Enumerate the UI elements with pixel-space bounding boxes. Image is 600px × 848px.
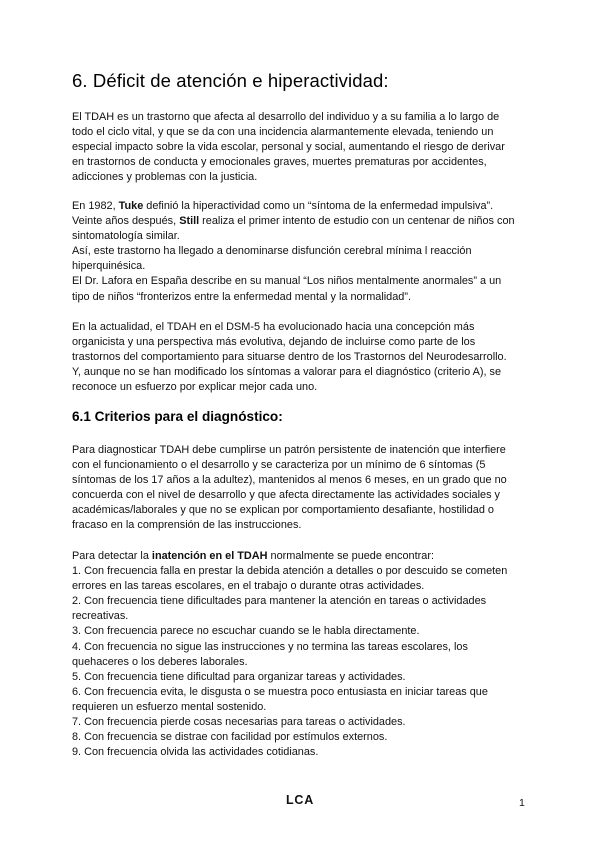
text-line: con el funcionamiento o el desarrollo y se caracteriza por un mínimo de 6 síntomas (5: [72, 459, 486, 472]
text-line: [72, 199, 530, 214]
page-number: 1: [519, 797, 525, 809]
text-line: reconoce un esfuerzo por explicar mejor cada uno.: [72, 381, 318, 394]
history-paragraph: [72, 199, 530, 305]
text-line: trastornos del comportamiento para situarse dentro de los Trastornos del Neurodesarrollo.: [72, 351, 507, 364]
text-line: El TDAH es un trastorno que afecta al desarrollo del individuo y a su familia a lo largo de: [72, 111, 500, 123]
text-span: realiza el primer intento de estudio con un centenar de niños con: [199, 215, 515, 228]
text-line: [72, 549, 530, 564]
list-item: 8. Con frecuencia se distrae con facilidad por estímulos externos.: [72, 731, 388, 744]
author-name-tuke: Tuke: [118, 200, 144, 212]
text-line: sintomatología similar.: [72, 230, 180, 243]
text-span: Para detectar la: [72, 550, 152, 562]
text-line: hiperquinésica.: [72, 260, 146, 273]
text-line: Y, aunque no se han modificado los síntomas a valorar para el diagnóstico (criterio A), se: [72, 366, 502, 379]
text-line: adicciones y problemas con la justicia.: [72, 171, 258, 184]
text-line: Así, este trastorno ha llegado a denominarse disfunción cerebral mínima l reacción: [72, 245, 472, 258]
section-title: 6. Déficit de atención e hiperactividad:: [72, 70, 389, 91]
list-item: 1. Con frecuencia falla en prestar la debida atención a detalles o por descuido se cometen: [72, 565, 508, 578]
list-item: quehaceres o los deberes laborales.: [72, 655, 248, 668]
list-item: 5. Con frecuencia tiene dificultad para organizar tareas y actividades.: [72, 670, 406, 683]
list-item: 2. Con frecuencia tiene dificultades para mantener la atención en tareas o actividades: [72, 595, 487, 608]
text-span: normalmente se puede encontrar:: [267, 550, 434, 562]
text-line: académicas/laborales y que no se explican por comportamiento desafiante, hostilidad o: [72, 504, 494, 517]
text-line: todo el ciclo vital, y que se da con una incidencia alarmantemente elevada, teniendo un: [72, 126, 494, 139]
list-item: 4. Con frecuencia no sigue las instrucciones y no termina las tareas escolares, los: [72, 640, 468, 653]
inattention-list: [72, 549, 530, 760]
criteria-paragraph: [72, 443, 530, 534]
text-span: En 1982,: [72, 200, 119, 212]
text-line: El Dr. Lafora en España describe en su manual “Los niños mentalmente anormales” a un: [72, 275, 502, 288]
inattention-term: inatención en el TDAH: [151, 550, 268, 562]
list-item: 6. Con frecuencia evita, le disgusta o se muestra poco entusiasta en iniciar tareas que: [72, 685, 488, 698]
list-item: errores en las tareas escolares, en el trabajo o durante otras actividades.: [72, 580, 425, 593]
text-span: definió la hiperactividad como un “síntoma de la enfermedad impulsiva”.: [143, 200, 494, 212]
list-item: recreativas.: [72, 610, 129, 623]
text-line: En la actualidad, el TDAH en el DSM-5 ha evolucionado hacia una concepción más: [72, 321, 475, 333]
text-line: especial impacto sobre la vida escolar, personal y social, aumentando el riesgo de derivar: [72, 141, 505, 154]
text-line: organicista y una perspectiva más evolutiva, dejando de incluirse como parte de los: [72, 336, 476, 349]
list-item: requieren un esfuerzo mental sostenido.: [72, 700, 267, 713]
text-line: síntomas de los 17 años a la adultez), mantenidos al menos 6 meses, en un grado que no: [72, 474, 507, 487]
dsm-paragraph: [72, 320, 530, 395]
subsection-title: 6.1 Criterios para el diagnóstico:: [72, 409, 283, 424]
footer-author-mark: LCA: [285, 793, 315, 807]
text-line: Para diagnosticar TDAH debe cumplirse un patrón persistente de inatención que interfiere: [72, 444, 506, 456]
text-line: fracaso en la comprensión de las instrucciones.: [72, 519, 302, 532]
list-item: 9. Con frecuencia olvida las actividades cotidianas.: [72, 746, 319, 759]
intro-paragraph: [72, 110, 530, 185]
text-span: Veinte años después,: [72, 215, 180, 228]
text-line: concuerda con el nivel de desarrollo y que afecta directamente las actividades sociales y: [72, 489, 500, 502]
text-line: [72, 214, 530, 229]
text-line: en trastornos de conducta y emocionales graves, muertes prematuras por accidentes,: [72, 156, 487, 169]
text-line: tipo de niños “fronterizos entre la enfermedad mental y la normalidad”.: [72, 290, 411, 303]
author-name-still: Still: [179, 215, 200, 228]
list-item: 7. Con frecuencia pierde cosas necesarias para tareas o actividades.: [72, 716, 406, 729]
list-item: 3. Con frecuencia parece no escuchar cuando se le habla directamente.: [72, 625, 420, 638]
